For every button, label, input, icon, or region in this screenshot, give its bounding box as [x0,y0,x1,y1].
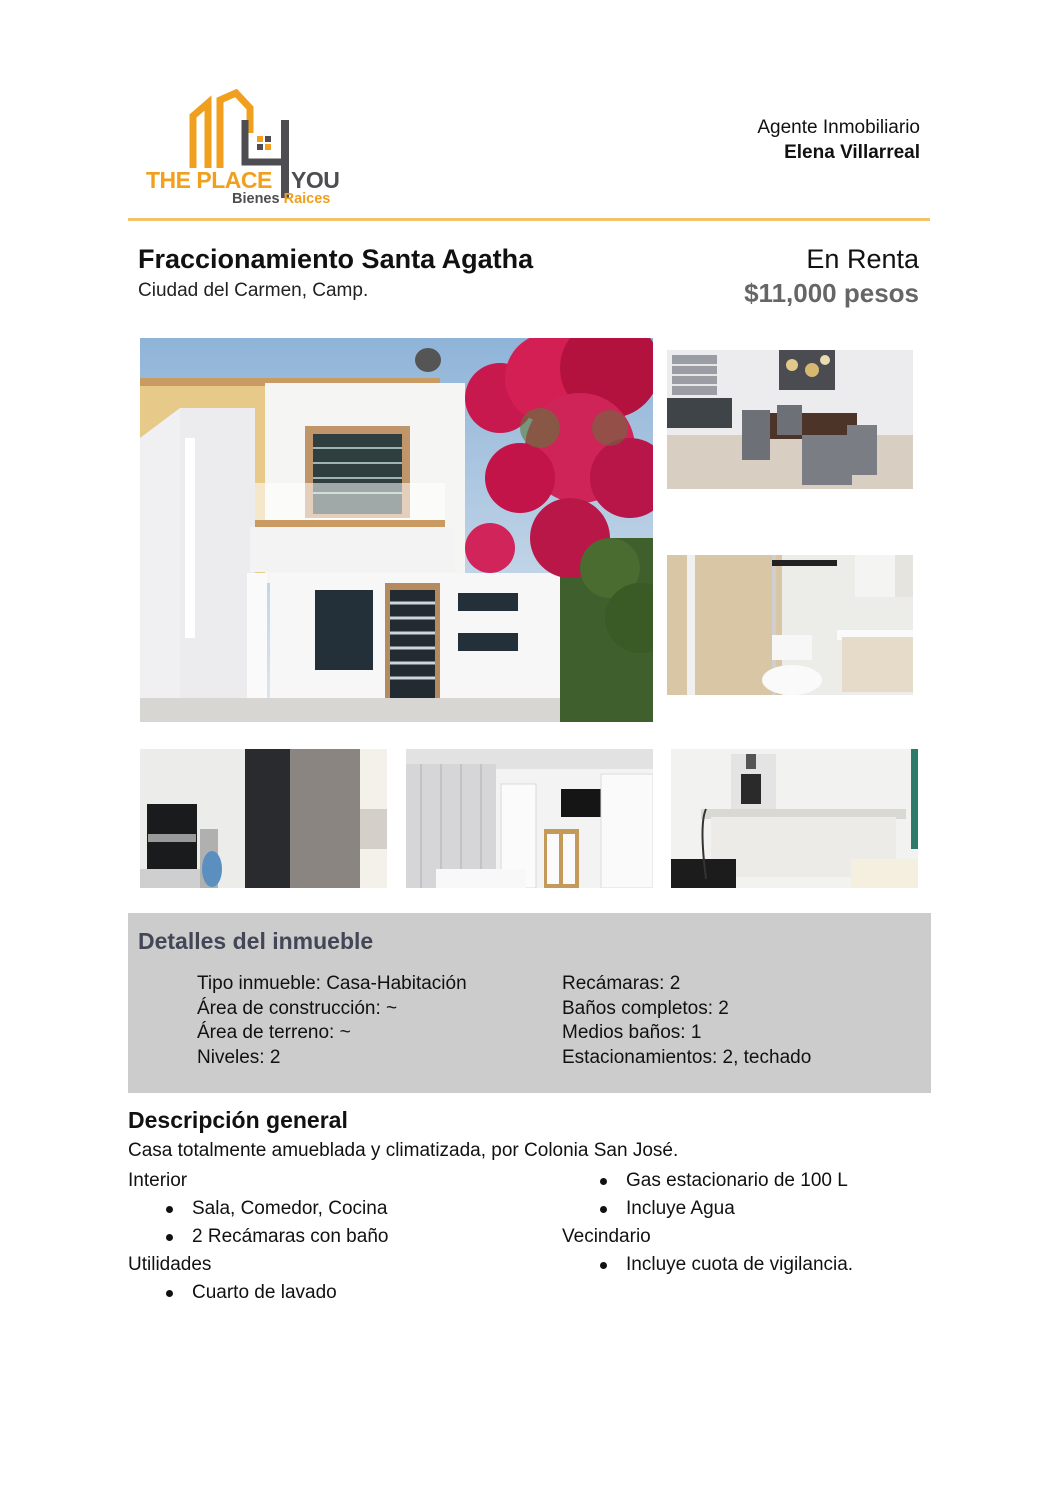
list-item: Sala, Comedor, Cocina [128,1195,388,1223]
facade-photo [140,338,653,722]
bathroom-photo [667,555,913,695]
logo-sub-raices: Raices [283,191,331,207]
logo-sub-bienes: Bienes [232,191,280,207]
listing-status: En Renta [806,244,919,274]
logo-subtitle [232,191,330,207]
description-column-right [562,1167,853,1279]
list-item: Cuarto de lavado [128,1279,388,1307]
detail-tipo-inmueble: Tipo inmueble: Casa-Habitación [197,973,467,994]
list-item: Incluye cuota de vigilancia. [562,1251,853,1279]
property-title: Fraccionamiento Santa Agatha [138,244,534,274]
category-utilidades: Utilidades [128,1254,212,1275]
detail-banos-completos: Baños completos: 2 [562,997,729,1019]
details-heading: Detalles del inmueble [138,928,374,954]
logo-text-the-place: THE PLACE [146,167,272,193]
agent-name: Elena Villarreal [784,142,920,163]
description-column-left [128,1167,388,1307]
header-divider [128,218,930,221]
agent-label: Agente Inmobiliario [757,117,920,138]
category-vecindario: Vecindario [562,1226,651,1247]
bedroom-photo [406,749,653,888]
detail-estacionamientos: Estacionamientos: 2, techado [562,1046,812,1068]
list-item: 2 Recámaras con baño [128,1223,388,1251]
description-heading: Descripción general [128,1107,348,1133]
logo-text-you: YOU [291,167,340,193]
living-dining-photo [667,350,913,489]
kitchen-photo [140,749,387,888]
laundry-photo [671,749,918,888]
company-logo [140,88,350,213]
category-interior: Interior [128,1170,188,1191]
list-item: Gas estacionario de 100 L [562,1167,853,1195]
detail-medios-banos: Medios baños: 1 [562,1022,702,1043]
detail-niveles: Niveles: 2 [197,1046,281,1068]
property-details-panel [128,913,931,1093]
listing-price: $11,000 pesos [744,278,919,308]
list-item: Incluye Agua [562,1195,853,1223]
detail-area-terreno: Área de terreno: ~ [197,1022,351,1043]
details-column-right [562,972,811,1070]
property-location: Ciudad del Carmen, Camp. [138,280,369,301]
description-summary: Casa totalmente amueblada y climatizada, por Colonia San José. [128,1140,679,1161]
detail-recamaras: Recámaras: 2 [562,973,681,994]
detail-area-construccion: Área de construcción: ~ [197,997,398,1019]
agent-block [757,115,920,165]
details-column-left [197,972,467,1070]
